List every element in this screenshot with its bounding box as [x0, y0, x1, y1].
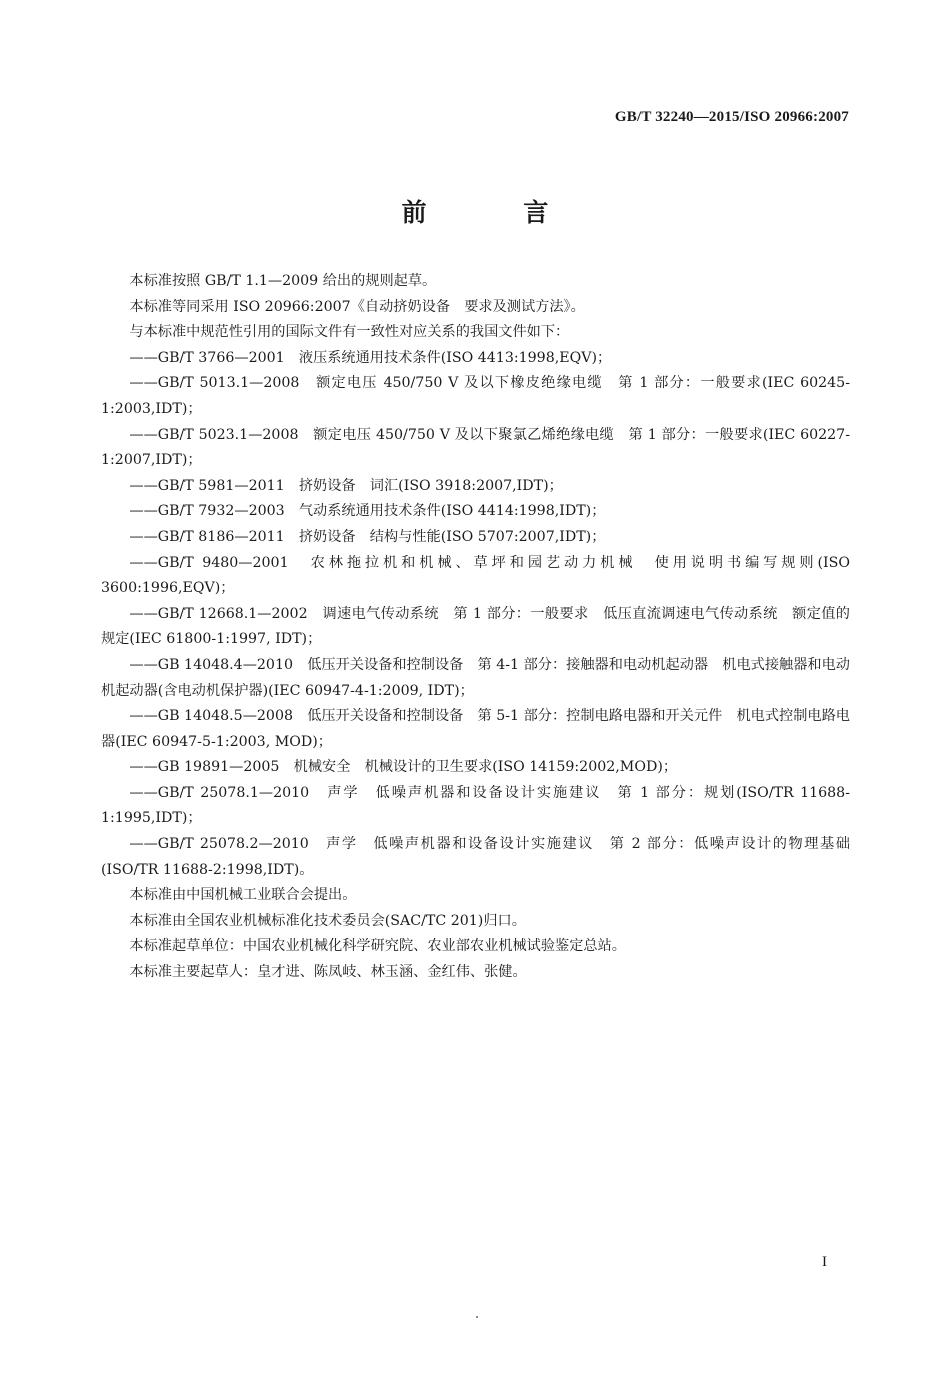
- paragraph-reference-intro: 与本标准中规范性引用的国际文件有一致性对应关系的我国文件如下：: [129, 324, 570, 341]
- reference-item: ——GB/T 9480—2001 农林拖拉机和机械、草坪和园艺动力机械 使用说明书编写规则(ISO 3600:1996,EQV)；: [101, 554, 850, 597]
- reference-item: ——GB/T 5023.1—2008 额定电压 450/750 V 及以下聚氯乙烯绝缘电缆 第 1 部分：一般要求(IEC 60227-1:2007,IDT)；: [101, 426, 850, 469]
- reference-item: ——GB/T 8186—2011 挤奶设备 结构与性能(ISO 5707:2007,IDT)；: [129, 528, 606, 545]
- page-title: 前 言: [401, 198, 593, 227]
- scan-speck: [476, 1316, 478, 1318]
- paragraph-drafting-rules: 本标准按照 GB/T 1.1—2009 给出的规则起草。: [129, 273, 437, 289]
- reference-item: ——GB/T 7932—2003 气动系统通用技术条件(ISO 4414:1998,IDT)；: [129, 503, 606, 520]
- reference-item: ——GB/T 5981—2011 挤奶设备 词汇(ISO 3918:2007,IDT)；: [129, 477, 563, 494]
- reference-item: ——GB/T 12668.1—2002 调速电气传动系统 第 1 部分：一般要求 低压直流调速电气传动系统 额定值的规定(IEC 61800-1:1997, IDT)；: [101, 605, 850, 648]
- reference-item: ——GB/T 5013.1—2008 额定电压 450/750 V 及以下橡皮绝缘电缆 第 1 部分：一般要求(IEC 60245-1:2003,IDT)；: [101, 375, 850, 417]
- reference-item: ——GB 19891—2005 机械安全 机械设计的卫生要求(ISO 14159:2002,MOD)；: [129, 759, 678, 776]
- paragraph-drafting-units: 本标准起草单位：中国农业机械化科学研究院、农业部农业机械试验鉴定总站。: [129, 938, 626, 955]
- standard-number-header: GB/T 32240—2015/ISO 20966:2007: [614, 109, 849, 125]
- reference-item: ——GB/T 25078.2—2010 声学 低噪声机器和设备设计实施建议 第 2 部分：低噪声设计的物理基础(ISO/TR 11688-2:1998,IDT)。: [101, 836, 850, 878]
- reference-item: ——GB/T 25078.1—2010 声学 低噪声机器和设备设计实施建议 第 1 部分：规划(ISO/TR 11688-1:1995,IDT)；: [101, 784, 850, 827]
- paragraph-adoption: 本标准等同采用 ISO 20966:2007《自动挤奶设备 要求及测试方法》。: [129, 298, 585, 315]
- paragraph-proposer: 本标准由中国机械工业联合会提出。: [129, 887, 357, 904]
- reference-item: ——GB/T 3766—2001 液压系统通用技术条件(ISO 4413:1998,EQV)；: [129, 349, 612, 366]
- reference-item: ——GB 14048.4—2010 低压开关设备和控制设备 第 4-1 部分：接触器和电动机起动器 机电式接触器和电动机起动器(含电动机保护器)(IEC 60947-4-1:2009, IDT)；: [101, 656, 850, 699]
- reference-item: ——GB 14048.5—2008 低压开关设备和控制设备 第 5-1 部分：控制电路电器和开关元件 机电式控制电路电器(IEC 60947-5-1:2003, MOD)；: [101, 708, 850, 750]
- paragraph-drafters: 本标准主要起草人：皇才进、陈凤岐、林玉涵、金红伟、张健。: [129, 964, 527, 981]
- paragraph-committee: 本标准由全国农业机械标准化技术委员会(SAC/TC 201)归口。: [129, 912, 526, 929]
- page-number: I: [822, 1254, 827, 1270]
- foreword-body: [101, 269, 850, 986]
